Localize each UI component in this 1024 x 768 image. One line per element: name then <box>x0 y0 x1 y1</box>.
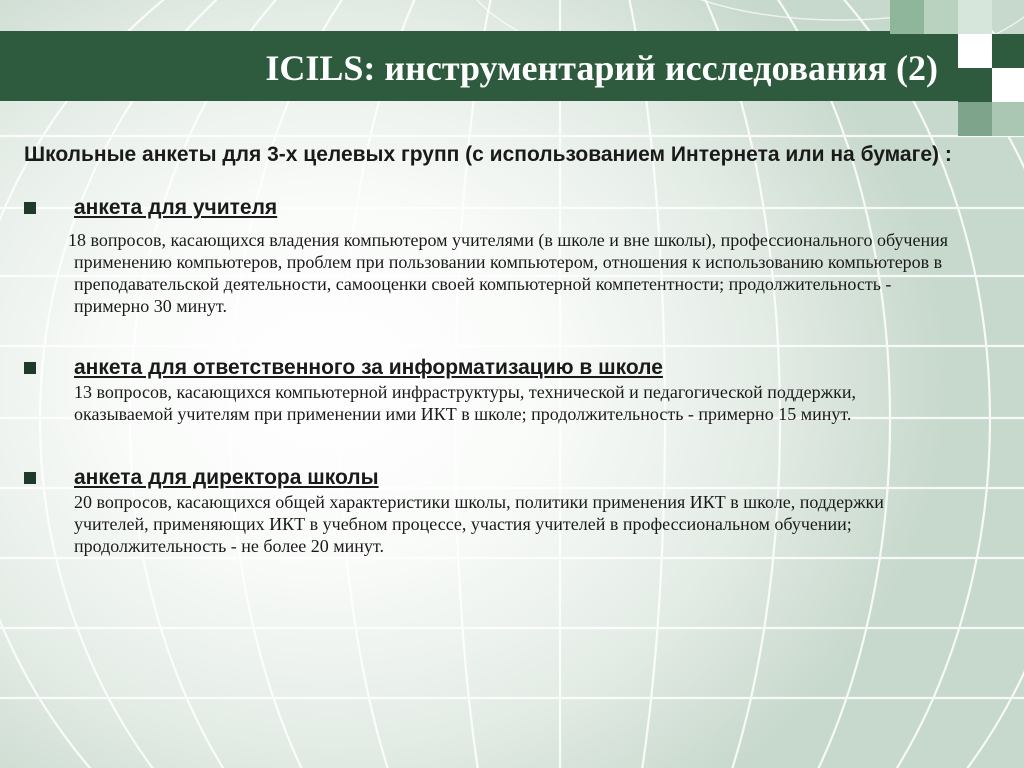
slide-title: ICILS: инструментарий исследования (2) <box>265 48 938 88</box>
section-heading: анкета для учителя <box>74 196 278 219</box>
section-description: 13 вопросов, касающихся компьютерной инфраструктуры, технической и педагогической поддержки, оказываемой учителям при применении ими ИКТ в школе; продолжительность - примерно 15 минут. <box>74 382 856 424</box>
questionnaire-teacher <box>24 195 954 317</box>
square-bullet-icon <box>24 472 36 484</box>
section-description: 18 вопросов, касающихся владения компьютером учителями (в школе и вне школы), профессионального обучения применению компьютеров, проблем при пользовании компьютером, отношения к использованию компьютеров в преподавательской деятельности, самооценки своей компьютерной компетентности; продолжительность - примерно 30 минут. <box>68 230 949 316</box>
section-heading: анкета для директора школы <box>74 466 379 489</box>
decorative-square <box>958 34 992 68</box>
decorative-square <box>958 0 992 34</box>
decorative-square <box>958 102 992 136</box>
decorative-square <box>924 0 958 34</box>
decorative-square <box>992 68 1024 102</box>
square-bullet-icon <box>24 202 36 214</box>
decorative-square <box>890 0 924 34</box>
decorative-square <box>992 34 1024 68</box>
decorative-square <box>958 68 992 102</box>
questionnaire-director <box>24 465 954 557</box>
intro-text: Школьные анкеты для 3-х целевых групп (с использованием Интернета или на бумаге) : <box>24 143 952 166</box>
section-description: 20 вопросов, касающихся общей характеристики школы, политики применения ИКТ в школе, поддержки учителей, применяющих ИКТ в учебном процессе, участия учителей в профессиональном обучении; продолжительность - не более 20 минут. <box>74 492 884 556</box>
slide-content <box>24 141 954 557</box>
questionnaire-it-coordinator <box>24 355 954 425</box>
decorative-square <box>992 102 1024 136</box>
square-bullet-icon <box>24 362 36 374</box>
section-heading: анкета для ответственного за информатизацию в школе <box>74 356 663 379</box>
